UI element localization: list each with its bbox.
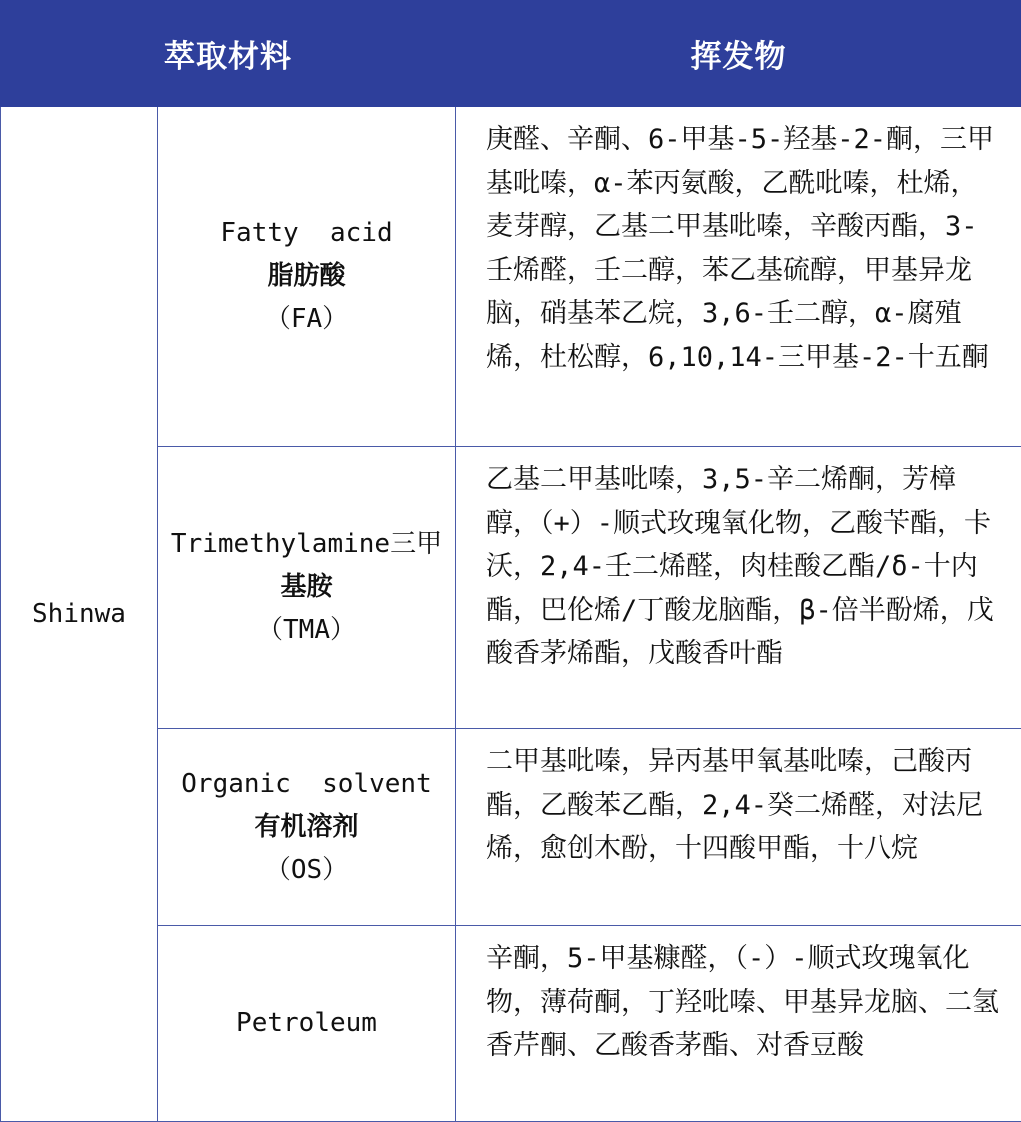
method-cell <box>158 447 456 729</box>
method-zh: 基胺 <box>162 566 451 609</box>
volatiles-cell: 庚醛、辛酮、6-甲基-5-羟基-2-酮，三甲基吡嗪，α-苯丙氨酸，乙酰吡嗪，杜烯，麦芽醇，乙基二甲基吡嗪，辛酸丙酯，3-壬烯醛，壬二醇，苯乙基硫醇，甲基异龙脑，硝基苯乙烷，3,6-壬二醇，α-腐殖烯，杜松醇，6,10,14-三甲基-2-十五酮 <box>456 107 1021 447</box>
method-abbr: （TMA） <box>162 609 451 652</box>
group-label: Shinwa <box>1 107 158 1122</box>
volatiles-cell: 二甲基吡嗪，异丙基甲氧基吡嗪，己酸丙酯，乙酸苯乙酯，2,4-癸二烯醛，对法尼烯，愈创木酚，十四酸甲酯，十八烷 <box>456 729 1021 926</box>
method-en: Petroleum <box>162 1002 451 1045</box>
table-row <box>1 107 1021 447</box>
method-zh: 有机溶剂 <box>162 806 451 849</box>
header-material: 萃取材料 <box>1 1 456 107</box>
method-zh: 脂肪酸 <box>162 255 451 298</box>
method-abbr: （FA） <box>162 298 451 341</box>
header-row <box>1 1 1021 107</box>
method-cell <box>158 729 456 926</box>
volatiles-cell: 辛酮，5-甲基糠醛，（-）-顺式玫瑰氧化物，薄荷酮，丁羟吡嗪、甲基异龙脑、二氢香芹酮、乙酸香茅酯、对香豆酸 <box>456 926 1021 1122</box>
method-abbr: （OS） <box>162 849 451 892</box>
header-volatiles: 挥发物 <box>456 1 1021 107</box>
method-en: Trimethylamine三甲 <box>162 523 451 566</box>
method-cell <box>158 926 456 1122</box>
method-en: Organic solvent <box>162 763 451 806</box>
volatiles-cell: 乙基二甲基吡嗪，3,5-辛二烯酮，芳樟醇，（+）-顺式玫瑰氧化物，乙酸苄酯，卡沃，2,4-壬二烯醛，肉桂酸乙酯/δ-十内酯，巴伦烯/丁酸龙脑酯，β-倍半酚烯，戊酸香茅烯酯，戊酸香叶酯 <box>456 447 1021 729</box>
method-cell <box>158 107 456 447</box>
method-en: Fatty acid <box>162 212 451 255</box>
